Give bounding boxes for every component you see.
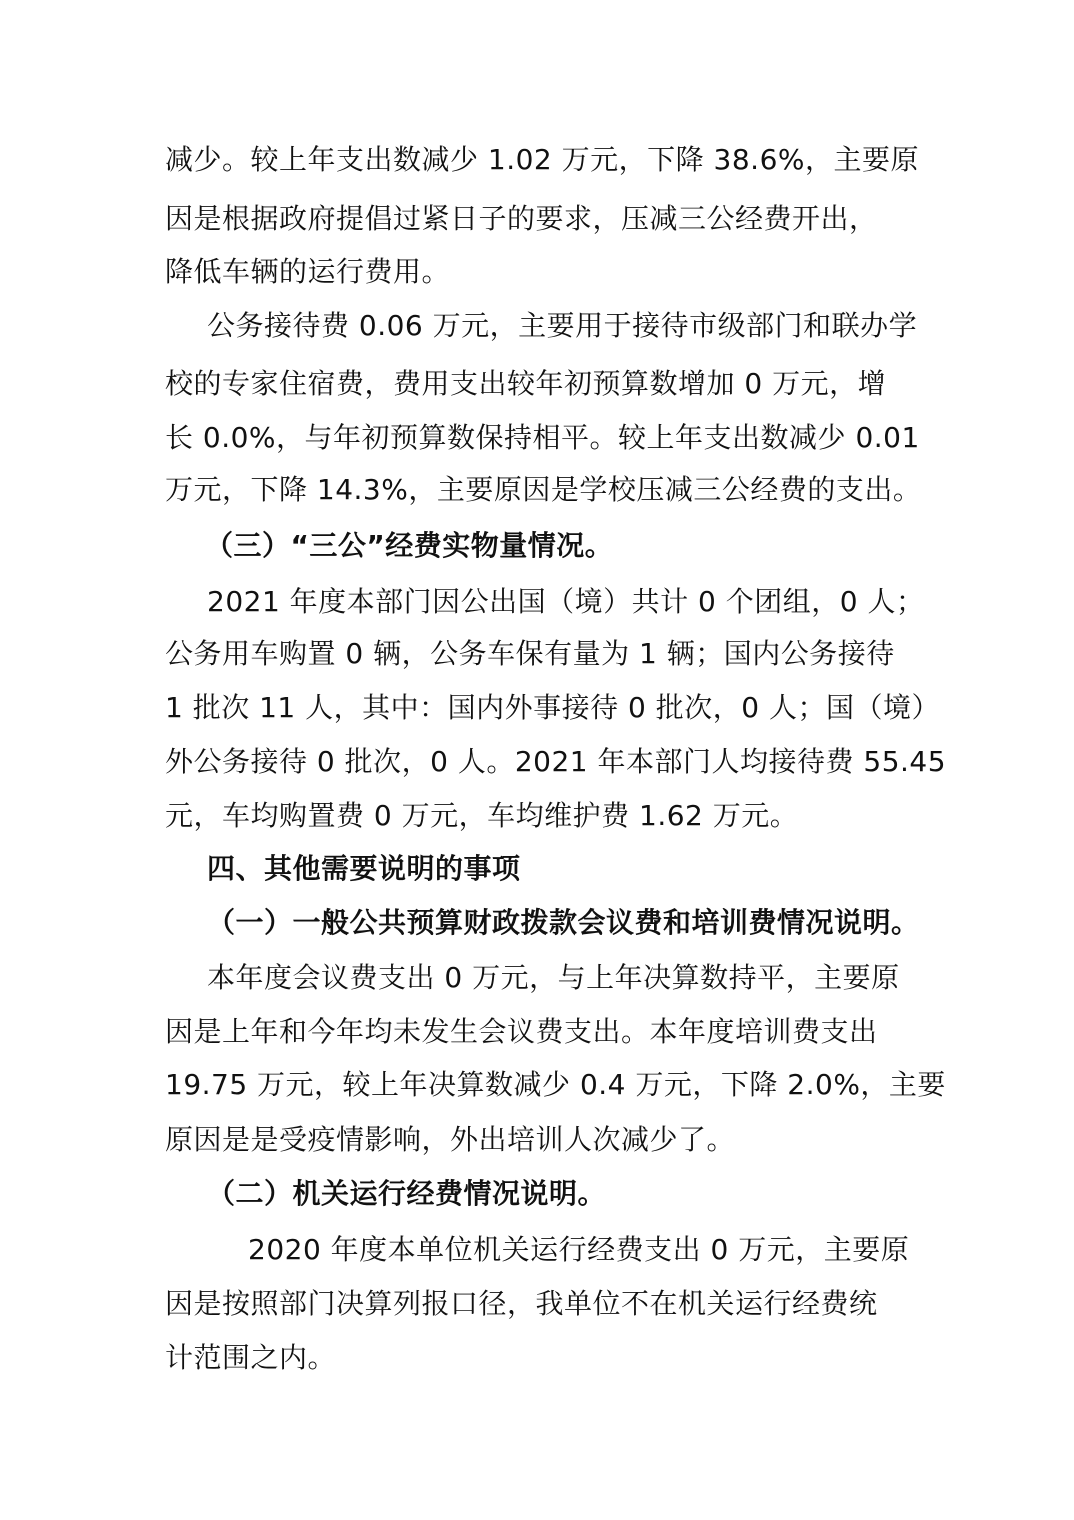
section-heading: 四、其他需要说明的事项 bbox=[207, 852, 521, 885]
section-heading: （三）“三公”经费实物量情况。 bbox=[205, 529, 614, 562]
body-text-line: 本年度会议费支出 0 万元，与上年决算数持平，主要原 bbox=[207, 961, 900, 994]
body-text-line: 原因是是受疫情影响，外出培训人次减少了。 bbox=[165, 1123, 736, 1156]
body-text-line: 校的专家住宿费，费用支出较年初预算数增加 0 万元，增 bbox=[165, 367, 887, 400]
body-text-line: 长 0.0%，与年初预算数保持相平。较上年支出数减少 0.01 bbox=[165, 421, 920, 454]
body-text-line: 因是根据政府提倡过紧日子的要求，压减三公经费开出， bbox=[165, 202, 878, 235]
body-text-line: 减少。较上年支出数减少 1.02 万元，下降 38.6%，主要原 bbox=[165, 143, 919, 176]
body-text-line: 1 批次 11 人，其中：国内外事接待 0 批次，0 人；国（境） bbox=[165, 691, 940, 724]
subsection-heading: （一）一般公共预算财政拨款会议费和培训费情况说明。 bbox=[207, 906, 920, 939]
subsection-heading: （二）机关运行经费情况说明。 bbox=[207, 1177, 607, 1210]
body-text-line: 19.75 万元，较上年决算数减少 0.4 万元，下降 2.0%，主要 bbox=[165, 1068, 946, 1101]
body-text-line: 2021 年度本部门因公出国（境）共计 0 个团组，0 人； bbox=[207, 585, 925, 618]
body-text-line: 因是按照部门决算列报口径，我单位不在机关运行经费统 bbox=[165, 1287, 878, 1320]
body-text-line: 公务接待费 0.06 万元，主要用于接待市级部门和联办学 bbox=[207, 309, 918, 342]
body-text-line: 降低车辆的运行费用。 bbox=[165, 255, 451, 288]
body-text-line: 计范围之内。 bbox=[165, 1341, 337, 1374]
body-text-line: 2020 年度本单位机关运行经费支出 0 万元，主要原 bbox=[248, 1233, 910, 1266]
body-text-line: 万元，下降 14.3%，主要原因是学校压减三公经费的支出。 bbox=[165, 473, 922, 506]
body-text-line: 公务用车购置 0 辆，公务车保有量为 1 辆；国内公务接待 bbox=[165, 637, 895, 670]
body-text-line: 外公务接待 0 批次，0 人。2021 年本部门人均接待费 55.45 bbox=[165, 745, 947, 778]
body-text-line: 因是上年和今年均未发生会议费支出。本年度培训费支出 bbox=[165, 1015, 878, 1048]
body-text-line: 元，车均购置费 0 万元，车均维护费 1.62 万元。 bbox=[165, 799, 799, 832]
